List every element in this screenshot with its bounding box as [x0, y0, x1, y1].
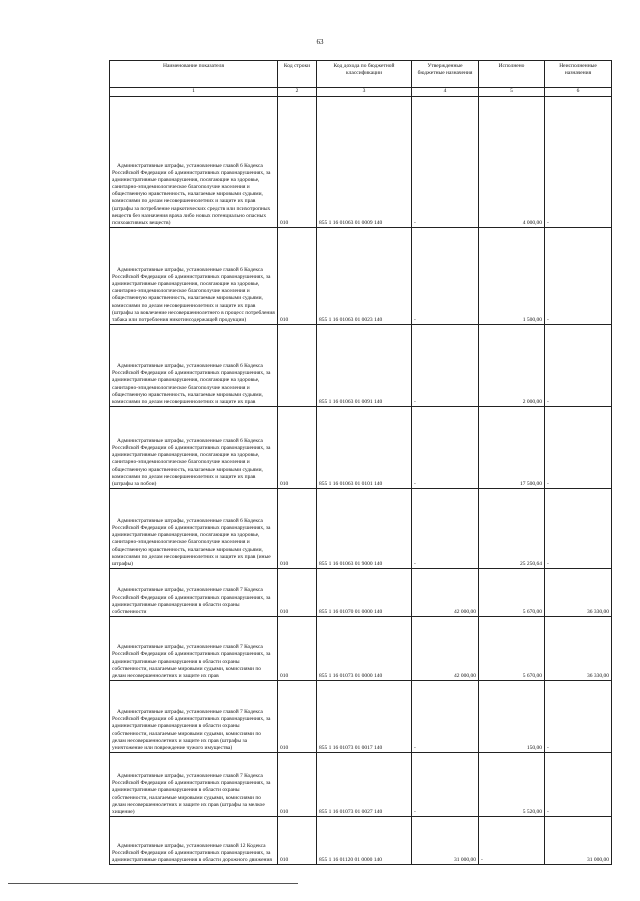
row-line-code: 010: [278, 569, 317, 617]
column-number-row: [110, 88, 612, 97]
row-name: Административные штрафы, установленные главой 6 Кодекса Российской Федерации об административных правонарушениях, за административные правонарушения, посягающие на здоровье, санитарно-эпидемиологическое благополучие населения и общественную нравственность, налагаемые мировыми судьями, комиссиями по делам несовершеннолетних и защите их прав (иные штрафы): [110, 489, 278, 569]
row-unexecuted: 36 330,00: [545, 569, 612, 617]
row-line-code: 010: [278, 681, 317, 753]
column-number: 6: [545, 88, 612, 97]
row-unexecuted: 36 330,00: [545, 617, 612, 681]
header-row: [110, 61, 612, 88]
row-unexecuted: -: [545, 681, 612, 753]
row-name: Административные штрафы, установленные главой 7 Кодекса Российской Федерации об административных правонарушениях, за административные правонарушения в области охраны собственности, налагаемые мировыми судьями, комиссиями по делам несовершеннолетних и защите их прав: [110, 617, 278, 681]
row-approved: -: [412, 407, 479, 489]
row-unexecuted: -: [545, 228, 612, 325]
table-row: [110, 489, 612, 569]
row-approved: -: [412, 325, 479, 407]
row-approved: 42 000,00: [412, 617, 479, 681]
row-approved: -: [412, 97, 479, 228]
column-number: 4: [412, 88, 479, 97]
header-executed: Исполнено: [479, 61, 545, 88]
row-line-code: [278, 325, 317, 407]
row-approved: -: [412, 228, 479, 325]
row-approved: 42 000,00: [412, 569, 479, 617]
row-executed: 17 500,00: [479, 407, 545, 489]
row-income-code: 855 1 16 01063 01 0101 140: [317, 407, 412, 489]
row-name: Административные штрафы, установленные главой 7 Кодекса Российской Федерации об административных правонарушениях, за административные правонарушения в области охраны собственности: [110, 569, 278, 617]
row-executed: 5 520,00: [479, 753, 545, 817]
row-executed: -: [479, 817, 545, 865]
header-unexecuted: Неисполненные назначения: [545, 61, 612, 88]
table-row: [110, 753, 612, 817]
row-approved: 31 000,00: [412, 817, 479, 865]
table-row: [110, 97, 612, 228]
header-line-code: Код строки: [278, 61, 317, 88]
row-approved: -: [412, 489, 479, 569]
row-name: Административные штрафы, установленные главой 6 Кодекса Российской Федерации об административных правонарушениях, за административные правонарушения, посягающие на здоровье, санитарно-эпидемиологическое благополучие населения и общественную нравственность, налагаемые мировыми судьями, комиссиями по делам несовершеннолетних и защите их прав (штрафы за вовлечение несовершеннолетнего в процесс потребления табака или потребления никотинсодержащей продукции): [110, 228, 278, 325]
row-name: Административные штрафы, установленные главой 7 Кодекса Российской Федерации об административных правонарушениях, за административные правонарушения в области охраны собственности, налагаемые мировыми судьями, комиссиями по делам несовершеннолетних и защите их прав (штрафы за мелкое хищение): [110, 753, 278, 817]
row-income-code: 855 1 16 01063 01 0023 140: [317, 228, 412, 325]
column-number: 3: [317, 88, 412, 97]
row-approved: -: [412, 681, 479, 753]
row-executed: 150,00: [479, 681, 545, 753]
row-executed: 2 000,00: [479, 325, 545, 407]
row-name: Административные штрафы, установленные главой 12 Кодекса Российской Федерации об административных правонарушениях, за административные правонарушения в области дорожного движения: [110, 817, 278, 865]
row-executed: 5 670,00: [479, 617, 545, 681]
row-approved: -: [412, 753, 479, 817]
row-line-code: 010: [278, 617, 317, 681]
row-income-code: 855 1 16 01073 01 0027 140: [317, 753, 412, 817]
row-unexecuted: 31 000,00: [545, 817, 612, 865]
row-line-code: 010: [278, 97, 317, 228]
row-line-code: 010: [278, 753, 317, 817]
column-number: 1: [110, 88, 278, 97]
header-income-code: Код дохода по бюджетной классификации: [317, 61, 412, 88]
row-unexecuted: -: [545, 407, 612, 489]
row-unexecuted: -: [545, 753, 612, 817]
row-income-code: 855 1 16 01073 01 0000 140: [317, 617, 412, 681]
row-income-code: 855 1 16 01073 01 0017 140: [317, 681, 412, 753]
row-name: Административные штрафы, установленные главой 6 Кодекса Российской Федерации об административных правонарушениях, за административные правонарушения, посягающие на здоровье, санитарно-эпидемиологическое благополучие населения и общественную нравственность, налагаемые мировыми судьями, комиссиями по делам несовершеннолетних и защите их прав: [110, 325, 278, 407]
table-row: [110, 617, 612, 681]
table-row: [110, 569, 612, 617]
budget-execution-table: [109, 60, 612, 865]
table-row: [110, 325, 612, 407]
header-indicator-name: Наименование показателя: [110, 61, 278, 88]
row-income-code: 855 1 16 01070 01 0000 140: [317, 569, 412, 617]
column-number: 5: [479, 88, 545, 97]
column-number: 2: [278, 88, 317, 97]
row-income-code: 855 1 16 01063 01 9000 140: [317, 489, 412, 569]
row-name: Административные штрафы, установленные главой 6 Кодекса Российской Федерации об административных правонарушениях, за административные правонарушения, посягающие на здоровье, санитарно-эпидемиологическое благополучие населения и общественную нравственность, налагаемые мировыми судьями, комиссиями по делам несовершеннолетних и защите их прав (штрафы за потребление наркотических средств или психотропных веществ без назначения врача либо новых потенциально опасных психоактивных веществ): [110, 97, 278, 228]
row-name: Административные штрафы, установленные главой 6 Кодекса Российской Федерации об административных правонарушениях, за административные правонарушения, посягающие на здоровье, санитарно-эпидемиологическое благополучие населения и общественную нравственность, налагаемые мировыми судьями, комиссиями по делам несовершеннолетних и защите их прав (штрафы за побои): [110, 407, 278, 489]
table-row: [110, 228, 612, 325]
row-executed: 4 000,00: [479, 97, 545, 228]
row-executed: 25 250,64: [479, 489, 545, 569]
row-executed: 1 500,00: [479, 228, 545, 325]
row-line-code: 010: [278, 817, 317, 865]
row-income-code: 855 1 16 01063 01 0009 140: [317, 97, 412, 228]
page-number: 63: [316, 38, 324, 46]
bottom-divider: [8, 883, 298, 884]
row-unexecuted: -: [545, 325, 612, 407]
row-name: Административные штрафы, установленные главой 7 Кодекса Российской Федерации об административных правонарушениях, за административные правонарушения в области охраны собственности, налагаемые мировыми судьями, комиссиями по делам несовершеннолетних и защите их прав (штрафы за уничтожение или повреждение чужого имущества): [110, 681, 278, 753]
row-unexecuted: -: [545, 97, 612, 228]
row-line-code: 010: [278, 407, 317, 489]
row-income-code: 855 1 16 01063 01 0091 140: [317, 325, 412, 407]
table-row: [110, 817, 612, 865]
row-executed: 5 670,00: [479, 569, 545, 617]
row-line-code: 010: [278, 228, 317, 325]
row-line-code: 010: [278, 489, 317, 569]
table-row: [110, 407, 612, 489]
row-unexecuted: -: [545, 489, 612, 569]
header-approved: Утвержденные бюджетные назначения: [412, 61, 479, 88]
table-row: [110, 681, 612, 753]
row-income-code: 855 1 16 01120 01 0000 140: [317, 817, 412, 865]
